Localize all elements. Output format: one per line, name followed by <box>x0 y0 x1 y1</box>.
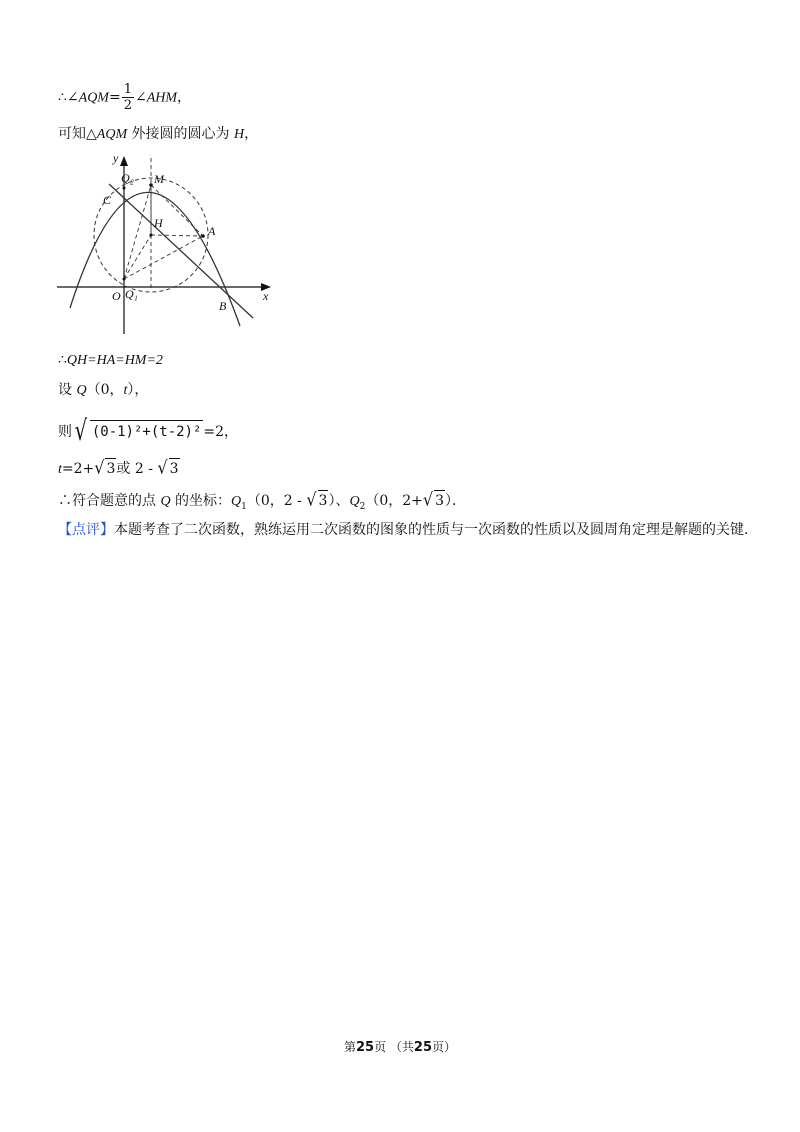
equals-two: =2， <box>203 424 239 440</box>
y-axis-arrow <box>120 156 128 166</box>
sqrt-icon: √ <box>94 457 105 478</box>
page-footer <box>0 1038 800 1055</box>
sqrt-icon: √ <box>74 414 88 447</box>
text-eq: =2+ <box>61 461 95 477</box>
line-comment <box>58 520 758 540</box>
point-a <box>201 234 205 238</box>
radicand-q2: 3 <box>434 490 445 511</box>
var-t: t <box>58 462 62 477</box>
expr-radius: QH=HA=HM=2 <box>66 353 163 368</box>
sqrt-icon: √ <box>306 489 317 510</box>
line-radius-equality <box>58 350 163 371</box>
var-q1: Q <box>231 494 242 509</box>
label-a: A <box>208 224 216 238</box>
label-x: x <box>263 289 269 303</box>
footer-pre: 第 <box>343 1040 356 1054</box>
comma: ， <box>244 126 259 142</box>
var-q2: Q <box>349 494 360 509</box>
sqrt-icon: √ <box>422 489 434 510</box>
label-m: M <box>154 172 164 186</box>
point-q1 <box>123 278 126 281</box>
total-pages: 25 <box>413 1040 432 1055</box>
angle-sign: ∠ <box>134 89 147 106</box>
text-coords: 的坐标： <box>170 493 232 509</box>
fraction-half <box>122 82 134 113</box>
frac-num: 1 <box>123 82 132 97</box>
label-y: y <box>113 151 119 165</box>
point-m <box>149 183 153 187</box>
comment-tag: 【点评】 <box>58 522 114 538</box>
var-t: t <box>123 383 128 398</box>
radicand: (0-1)²+(t-2)² <box>90 420 204 442</box>
sep: ）、 <box>328 493 350 509</box>
text-or: 或 2 - <box>116 461 158 477</box>
label-c: C <box>103 193 112 207</box>
text-center: 外接圆的圆心为 <box>127 126 235 142</box>
coord-1: （0，2 - <box>246 493 307 509</box>
comment-text: 本题考查了二次函数，熟练运用二次函数的图象的性质与一次函数的性质以及圆周角定理是解题的关键． <box>114 522 758 538</box>
var-h: H <box>234 127 245 142</box>
var-aqm: AQM <box>96 127 128 142</box>
sqrt-icon: √ <box>157 457 168 478</box>
geometry-figure <box>55 148 280 336</box>
text-triangle: 可知△ <box>58 126 97 142</box>
text-therefore-q: ∴符合题意的点 <box>58 493 161 509</box>
comma: ， <box>177 89 192 106</box>
parabola <box>70 192 240 326</box>
page-number: 25 <box>355 1040 375 1055</box>
sub-2: 2 <box>359 501 366 512</box>
text-then: 则 <box>58 424 72 440</box>
dash-q1-a <box>124 236 203 279</box>
label-o: O <box>112 289 121 303</box>
frac-den: 2 <box>123 98 132 113</box>
dash-h-a <box>151 235 203 236</box>
paren-close: ）， <box>127 382 149 398</box>
var-q: Q <box>76 383 87 398</box>
radicand-2: 3 <box>169 458 180 479</box>
label-h: H <box>154 216 163 230</box>
label-q1: Q₁ <box>125 287 138 301</box>
line-q-coordinates <box>58 490 466 517</box>
coord-2: （0，2+ <box>365 493 423 509</box>
var-q: Q <box>160 494 171 509</box>
footer-mid: 页 （共 <box>374 1040 414 1054</box>
line-set-q <box>58 380 148 401</box>
dash-q1-h <box>124 235 151 279</box>
footer-post: 页） <box>432 1040 457 1054</box>
therefore: ∴ <box>58 352 67 368</box>
var-ahm: AHM <box>146 90 178 106</box>
text-set: 设 <box>58 382 77 398</box>
radicand-1: 3 <box>105 458 116 479</box>
sub-1: 1 <box>241 501 247 512</box>
point-q2 <box>123 187 126 190</box>
line-circumcenter <box>58 124 258 145</box>
line-t-values <box>58 458 180 480</box>
therefore-angle: ∴∠ <box>58 89 79 106</box>
point-h <box>150 234 153 237</box>
equals: = <box>108 89 121 106</box>
paren-open: （0， <box>86 382 124 398</box>
end: ）． <box>445 493 466 509</box>
radicand-q1: 3 <box>318 490 329 511</box>
label-b: B <box>219 299 227 313</box>
var-aqm: AQM <box>78 90 109 106</box>
line-angle-relation <box>58 82 191 113</box>
label-q2: Q₂ <box>121 171 134 185</box>
line-distance-equation <box>58 414 239 447</box>
